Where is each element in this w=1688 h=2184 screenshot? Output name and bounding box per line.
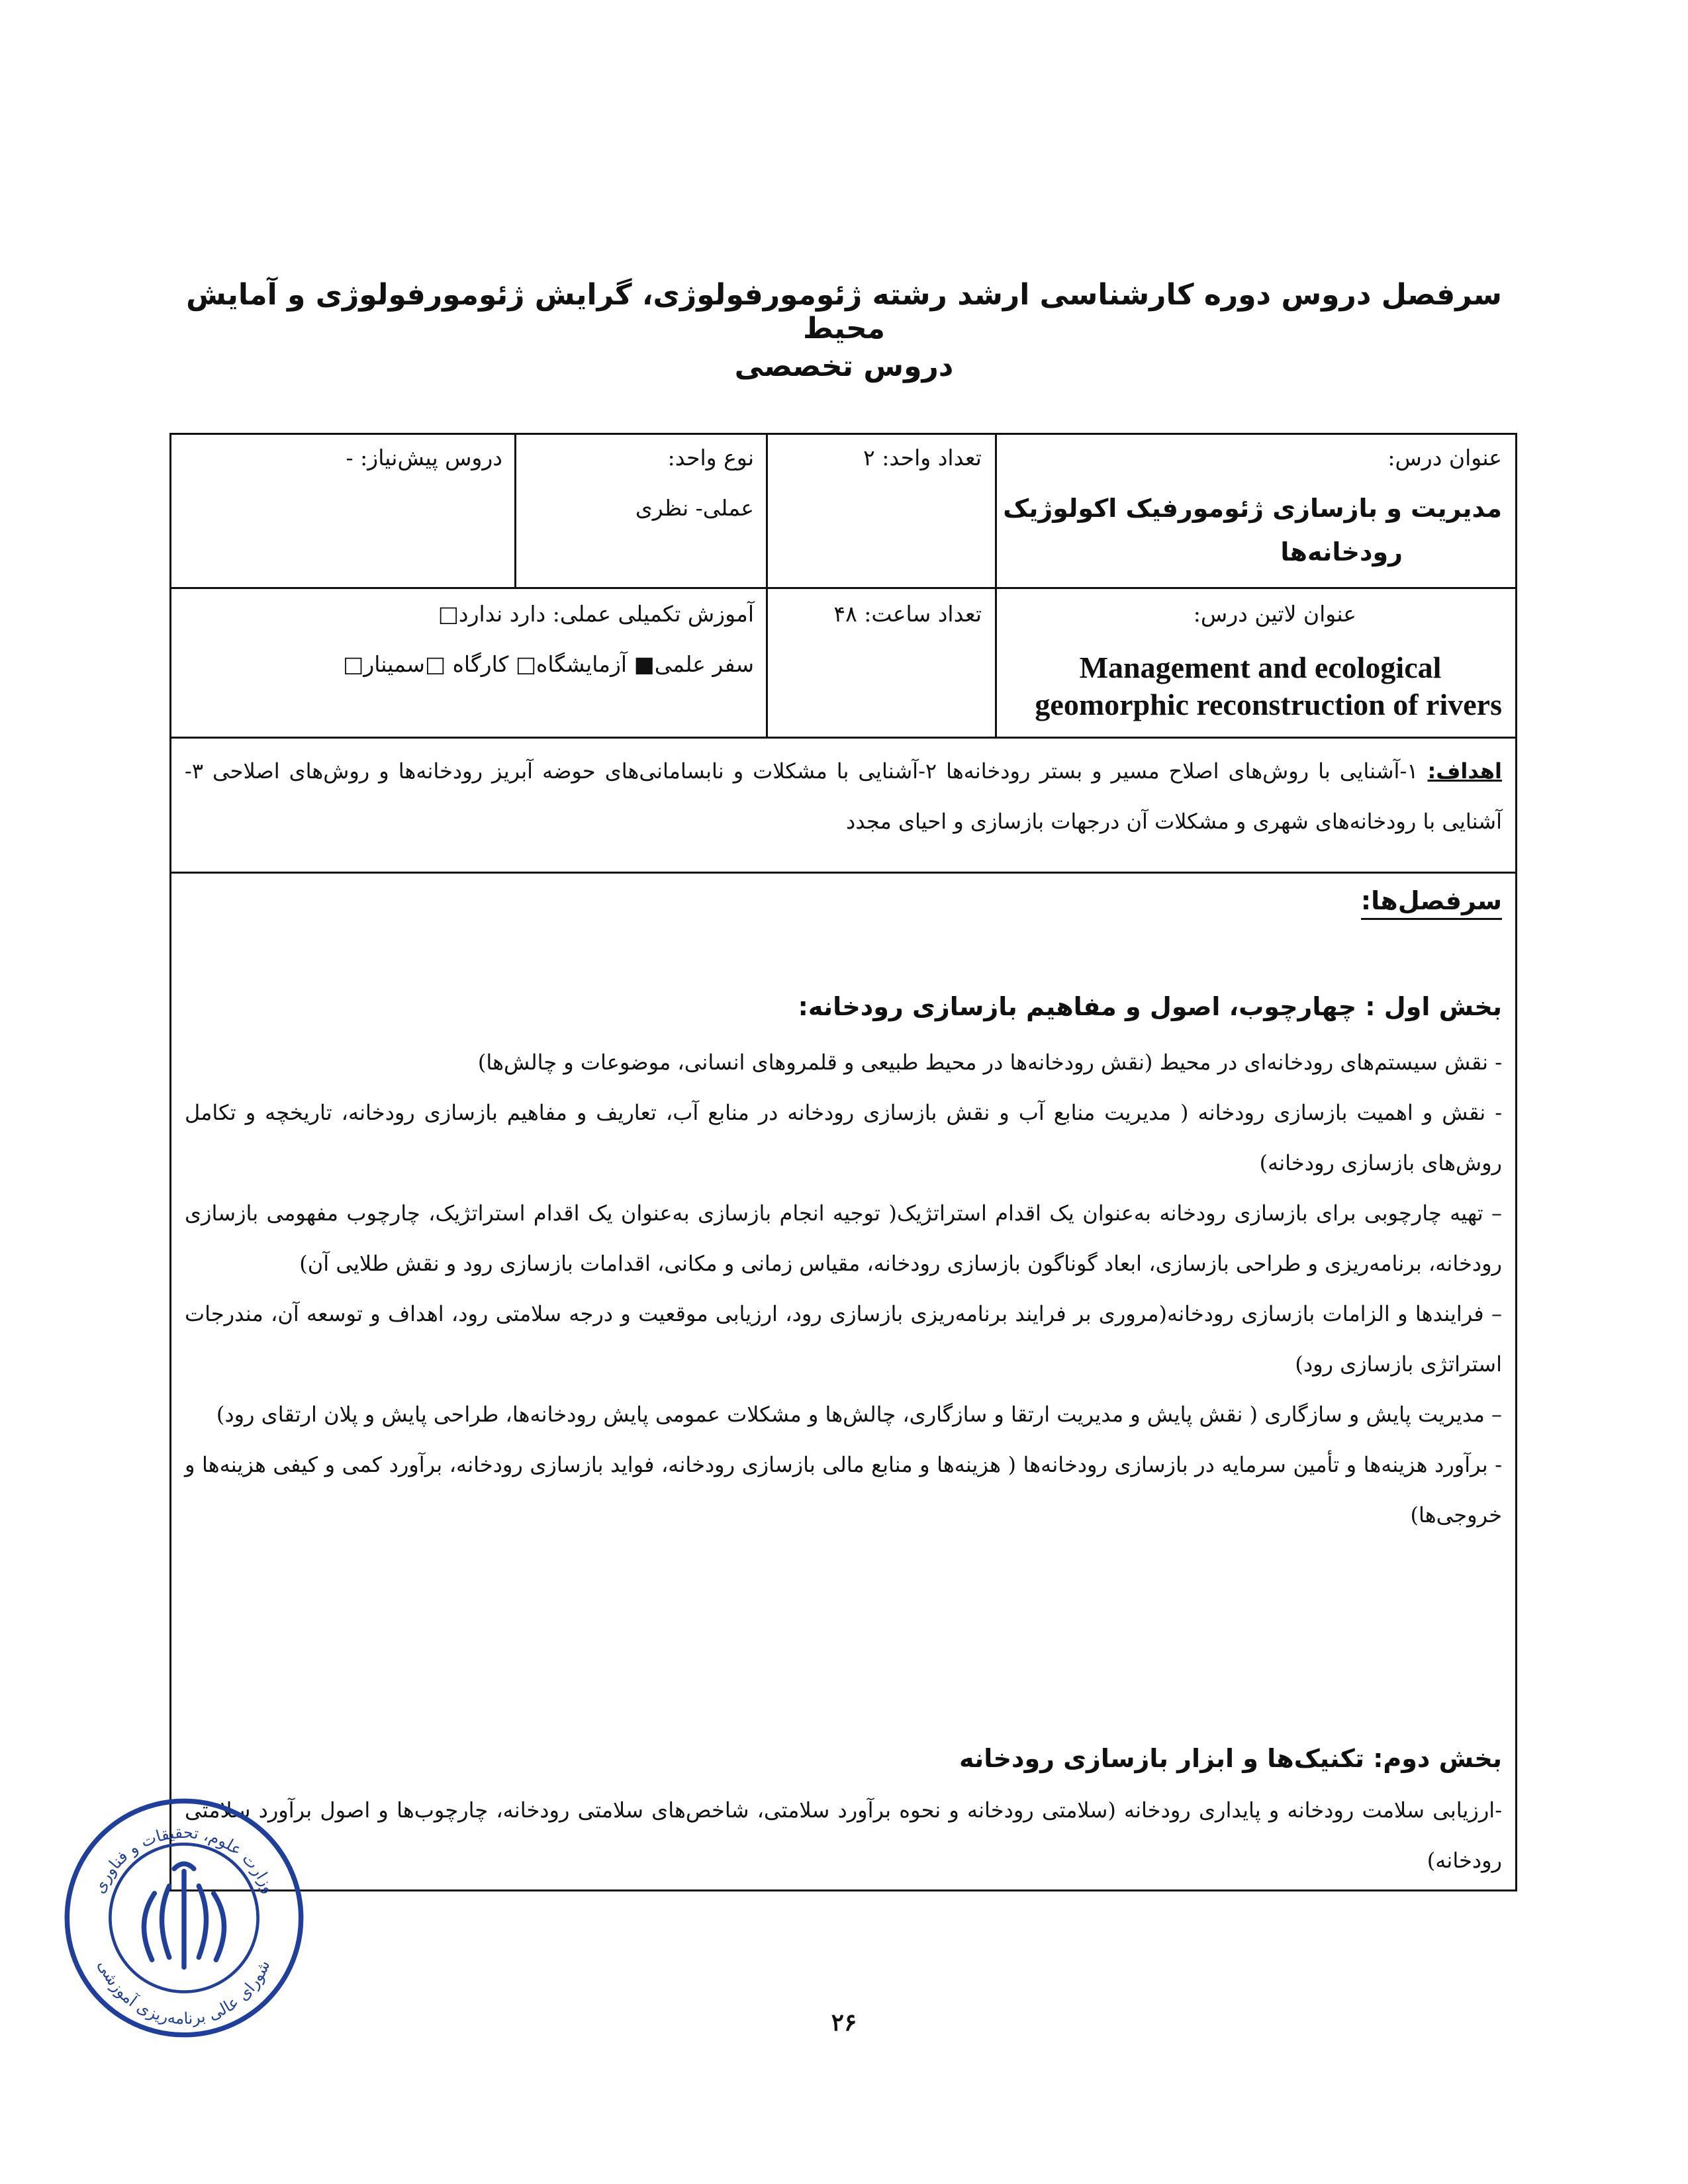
emblem-icon	[144, 1864, 224, 1967]
list-item: - برآورد هزینه‌ها و تأمین سرمایه در بازسازی رودخانه‌ها ( هزینه‌ها و منابع مالی بازسازی رودخانه، فواید بازسازی رودخانه، برآورد کمی و کیفی هزینه‌ها و خروجی‌ها)	[185, 1452, 1503, 1527]
hours-count: تعداد ساعت: ۴۸	[833, 601, 982, 627]
list-item: - نقش سیستم‌های رودخانه‌ای در محیط (نقش رودخانه‌ها در محیط طبیعی و قلمروهای انسانی، موضوعات و چالش‌ها)	[477, 1050, 1502, 1075]
document-title-line2: دروس تخصصی	[734, 349, 954, 383]
course-table	[169, 433, 1517, 1891]
section2-list	[185, 1785, 1502, 1886]
latin-title-line1: Management and ecological	[1079, 651, 1442, 684]
latin-title-label: عنوان لاتین درس:	[1193, 601, 1356, 627]
official-seal-stamp	[61, 1795, 307, 2041]
list-item: -ارزیابی سلامت رودخانه و پایداری رودخانه (سلامتی رودخانه و نحوه برآورد سلامتی، شاخص‌های سلامتی رودخانه، چارچوب‌ها و اصول برآورد سلامتی رودخانه)	[185, 1797, 1503, 1873]
row-divider	[171, 737, 1515, 739]
syllabus-label: سرفصل‌ها:	[1361, 886, 1502, 920]
seal-text-bottom: شورای عالی برنامه‌ریزی آموزشی	[94, 1957, 274, 2028]
units-count: تعداد واحد: ۲	[863, 445, 982, 471]
page-number: ۲۶	[831, 2009, 857, 2036]
course-title-line2: رودخانه‌ها	[1280, 537, 1403, 567]
practical-training: آموزش تکمیلی عملی: دارد ندارد□	[438, 601, 754, 627]
goals	[185, 746, 1502, 846]
section1-title: بخش اول : چهارچوب، اصول و مفاهیم بازسازی رودخانه:	[798, 992, 1502, 1021]
course-title-label: عنوان درس:	[1387, 445, 1502, 471]
list-item: – مدیریت پایش و سازگاری ( نقش پایش و مدیریت ارتقا و سازگاری، چالش‌ها و مشکلات عمومی پایش رودخانه‌ها، طراحی پایش و پلان ارتقای رود)	[216, 1402, 1502, 1427]
list-item: – فرایندها و الزامات بازسازی رودخانه(مروری بر فرایند برنامه‌ریزی بازسازی رود، ارزیابی موقعیت و درجه سلامتی رود، اهداف و توسعه آن، مندرجات استراتژی بازسازی رود)	[185, 1301, 1503, 1377]
seal-text-top: وزارت علوم، تحقیقات و فناوری	[89, 1823, 279, 1897]
activities: سفر علمی■ آزمایشگاه□ کارگاه □سمینار□	[343, 651, 754, 677]
column-divider	[514, 435, 516, 587]
unit-type-value: عملی- نظری	[635, 495, 754, 521]
unit-type-label: نوع واحد:	[667, 445, 754, 471]
row-divider	[171, 587, 1515, 589]
list-item: - نقش و اهمیت بازسازی رودخانه ( مدیریت منابع آب و نقش بازسازی رودخانه در منابع آب، تعاریف و مفاهیم بازسازی رودخانه، تاریخچه و تکامل روش‌های بازسازی رودخانه)	[185, 1100, 1502, 1175]
goals-text: ۱-آشنایی با روش‌های اصلاح مسیر و بستر رودخانه‌ها ۲-آشنایی با مشکلات و نابسامانی‌های حوضه آبریز رودخانه‌ها و روش‌های اصلاحی ۳- آشنایی با رودخانه‌های شهری و مشکلات آن درجهات بازسازی و احیای مجدد	[185, 758, 1502, 834]
section1-list	[185, 1037, 1502, 1540]
goals-label: اهداف:	[1427, 758, 1503, 784]
latin-title-line2: geomorphic reconstruction of rivers	[1035, 688, 1502, 721]
latin-title	[992, 649, 1502, 723]
section2-title: بخش دوم: تکنیک‌ها و ابزار بازسازی رودخانه	[959, 1744, 1502, 1773]
syllabus-heading	[1361, 886, 1502, 915]
list-item: – تهیه چارچوبی برای بازسازی رودخانه به‌عنوان یک اقدام استراتژیک( توجیه انجام بازسازی به‌عنوان یک اقدام استراتژیک، چارچوب مفهومی بازسازی رودخانه، برنامه‌ریزی و طراحی بازسازی، ابعاد گوناگون بازسازی رودخانه، مقیاس زمانی و مکانی، اقدامات بازسازی رود و نقش طلایی آن)	[185, 1201, 1502, 1276]
document-title-line1: سرفصل دروس دوره کارشناسی ارشد رشته ژئومورفولوژی، گرایش ژئومورفولوژی و آمایش محیط	[186, 278, 1502, 345]
column-divider	[766, 435, 768, 737]
prerequisites: دروس پیش‌نیاز: -	[346, 445, 502, 471]
row-divider	[171, 872, 1515, 874]
course-title-line1: مدیریت و بازسازی ژئومورفیک اکولوژیک	[1003, 494, 1502, 523]
course-title	[999, 486, 1502, 574]
